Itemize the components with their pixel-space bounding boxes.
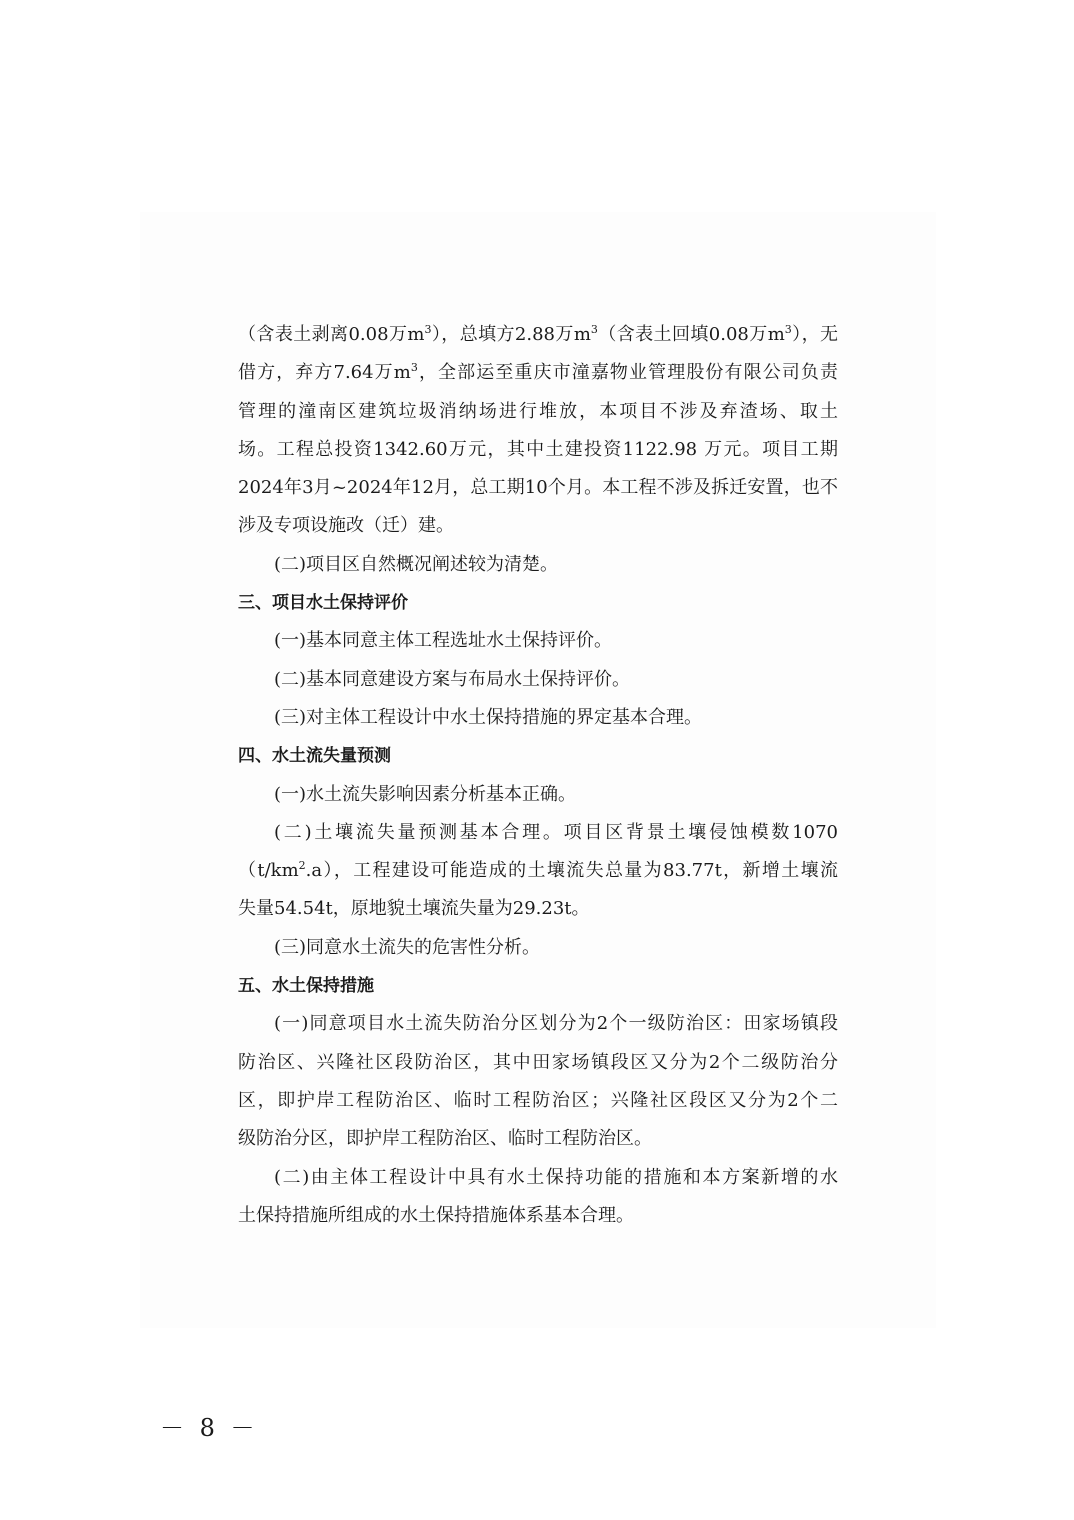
paragraph-line: 借方，弃方7.64万$m^3$，全部运至重庆市潼嘉物业管理股份有限公司负责	[238, 361, 838, 384]
list-item: (一)水土流失影响因素分析基本正确。	[274, 783, 577, 805]
paragraph-line: 区，即护岸工程防治区、临时工程防治区；兴隆社区段区又分为2个二	[238, 1089, 838, 1111]
list-item: (三)同意水土流失的危害性分析。	[274, 936, 541, 958]
section-heading: 四、水土流失量预测	[238, 746, 391, 767]
list-item: (一)基本同意主体工程选址水土保持评价。	[274, 630, 613, 652]
paragraph-line: 涉及专项设施改（迁）建。	[238, 515, 454, 537]
paragraph-line: 失量54.54t，原地貌土壤流失量为29.23t。	[238, 898, 590, 920]
paragraph-line: 土保持措施所组成的水土保持措施体系基本合理。	[238, 1204, 634, 1226]
section-heading: 三、项目水土保持评价	[238, 593, 408, 614]
paragraph-line: 防治区、兴隆社区段防治区，其中田家场镇段区又分为2个二级防治分	[238, 1051, 838, 1073]
paragraph-line: 管理的潼南区建筑垃圾消纳场进行堆放，本项目不涉及弃渣场、取土	[238, 400, 838, 422]
paragraph-line: 场。工程总投资1342.60万元，其中土建投资1122.98 万元。项目工期	[238, 438, 838, 460]
list-item: (二)土壤流失量预测基本合理。项目区背景土壤侵蚀模数1070	[274, 821, 838, 843]
list-item: (一)同意项目水土流失防治分区划分为2个一级防治区：田家场镇段	[274, 1013, 838, 1035]
paragraph-line: $(t/km^2.a)$，工程建设可能造成的土壤流失总量为83.77t，新增土壤流	[238, 859, 838, 882]
list-item: (二)项目区自然概况阐述较为清楚。	[274, 553, 559, 575]
list-item: (二)由主体工程设计中具有水土保持功能的措施和本方案新增的水	[274, 1166, 838, 1188]
section-heading: 五、水土保持措施	[238, 976, 374, 997]
list-item: (三)对主体工程设计中水土保持措施的界定基本合理。	[274, 706, 703, 728]
paragraph-line: 2024年3月~2024年12月，总工期10个月。本工程不涉及拆迁安置，也不	[238, 477, 838, 499]
document-body	[238, 316, 838, 1235]
paragraph-line: 级防治分区，即护岸工程防治区、临时工程防治区。	[238, 1128, 652, 1150]
paragraph-line: （含表土剥离0.08万$m^3$），总填方2.88万$m^3$（含表土回填0.08万$m^3$），无	[238, 323, 839, 345]
list-item: (二)基本同意建设方案与布局水土保持评价。	[274, 668, 631, 690]
page-number: － 8 －	[160, 1414, 259, 1442]
